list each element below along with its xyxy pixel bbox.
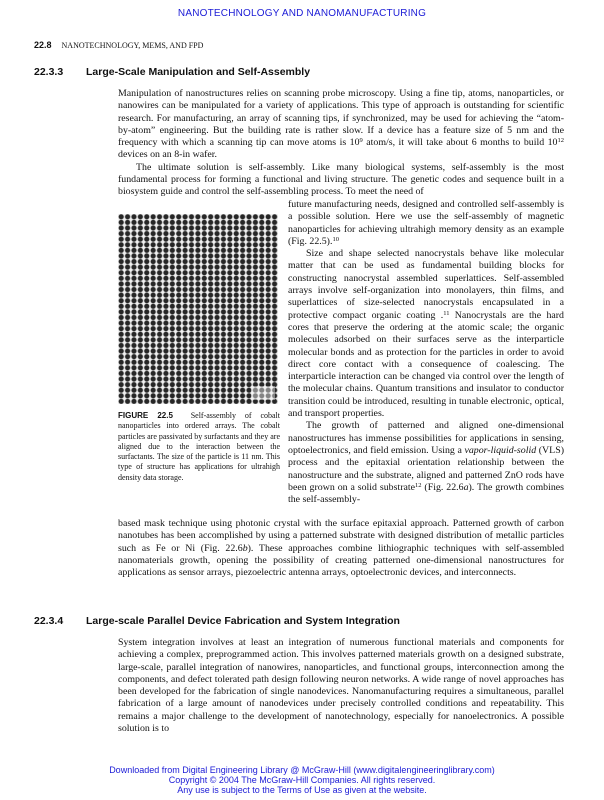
section-heading-22-3-4: [34, 615, 400, 627]
footer-terms-link[interactable]: Any use is subject to the Terms of Use as given at the website.: [177, 785, 427, 795]
paragraph: Manipulation of nanostructures relies on scanning probe microscopy. Using a fine tip, atoms, nanoparticles, or nanowires can be manipulated for a variety of applications. This type of approach is outstanding for scientific research. For manufacturing, an array of scanning tips, if synchronized, may be used for achieving the “atom-by-atom” engineering. But the building rate is rather slow. If a device has a feature size of 5 nm and the frequency with which a scanning tip can move atoms is $10^9$ atom/s, it will take about 6 months to build $10^{12}$ devices on an 8-in wafer.: [118, 88, 564, 161]
paragraph: The ultimate solution is self-assembly. Like many biological systems, self-assembly is the most fundamental process for forming a functional and living structure. The genetic codes and sequence built in a biosystem guide and control the self-assembling process. To meet the need of: [118, 161, 564, 198]
figure-label: FIGURE 22.5: [118, 411, 173, 420]
section-body-top: [118, 88, 564, 199]
section-body-column: [288, 199, 564, 506]
section-body-bottom: [118, 518, 564, 579]
section-number: 22.3.4: [34, 615, 64, 627]
figure-caption-text: Self-assembly of cobalt nanoparticles into ordered arrays. The cobalt particles are passivated by surfactants and they are aligned due to the interaction between the surfactants. The size of the particle is 11 nm. This type of structure has applications for ultrahigh density data storage.: [118, 411, 280, 482]
paragraph: Size and shape selected nanocrystals behave like molecular matter that can be used as fundamental building blocks for constructing nanocrystal assembled superlattices. Self-assembled arrays involve self-organization into monolayers, thin films, and superlattices of size-selected nanocrystals encapsulated in a protective compact organic coating .$^{11}$ Nanocrystals are the hard cores that preserve the ordering at the atomic scale; the organic molecules adsorbed on their surfaces serve as the interparticle molecular bonds and as protection for the particles in order to avoid direct core contact with a consequence of coalescing. The interparticle interaction can be changed via control over the length of the molecular chains. Quantum transitions and insulator to conductor transition could be introduced, resulting in tunable electronic, optical, and transport properties.: [288, 248, 564, 420]
paragraph: based mask technique using photonic crystal with the surface epitaxial approach. Patterned growth of carbon nanotubes has been accomplished by using a patterned substrate with designed distribution of metallic particles such as Fe or Ni (Fig. 22.6b). These approaches combine lithiographic techniques with self-assembled nanomaterials growth, opening the possibility of creating patterned one-dimensional nanostructures for applications as sensor arrays, piezoelectric antenna arrays, optoelectronic devices, and interconnects.: [118, 518, 565, 579]
nanoparticle-array-image: [118, 214, 278, 404]
section-title: Large-Scale Manipulation and Self-Assembly: [86, 66, 311, 78]
section-body-system-integration: [118, 637, 564, 735]
page-number: 22.8: [34, 40, 52, 50]
paragraph: future manufacturing needs, designed and controlled self-assembly is a possible solution. Here we use the self-assembly of magnetic nanoparticles for achieving ultrahigh memory density as an example (Fig. 22.5).$^{10}$: [288, 199, 564, 247]
paragraph: System integration involves at least an integration of numerous functional materials and components for achieving a complex, preprogrammed action. This involves patterned materials growth on a designed substrate, large-scale, parallel integration of nanowires, nanoparticles, and functional groups, interconnection among the components, and defect tolerated path design following neuron networks. A wide range of novel approaches has been developed for the fabrication of single nanodevices. Nanomanufacturing requires a simultaneous, parallel fabrication of a large amount of nanodevices under precisely controlled conditions and repeatability. This remains a major challenge to the development of nanotechnology, especially for nanoelectronics. A possible solution is to: [118, 637, 564, 735]
section-title: Large-scale Parallel Device Fabrication and System Integration: [86, 615, 400, 627]
page-banner: NANOTECHNOLOGY AND NANOMANUFACTURING: [177, 8, 427, 19]
section-number: 22.3.3: [34, 66, 64, 78]
footer-download-link[interactable]: Downloaded from Digital Engineering Library @ McGraw-Hill (www.digitalengineeringlibrary.com): [109, 765, 495, 775]
running-head: [34, 40, 203, 50]
paragraph: The growth of patterned and aligned one-dimensional nanostructures has immense possibilities for applications in sensing, optoelectronics, and field emission. Using a vapor-liquid-solid (VLS) process and the epitaxial orientation relationship between the nanostructure and the substrate, aligned and patterned ZnO rods have been grown on a solid substrate$^{12}$ (Fig. 22.6a). The growth combines the self-assembly-: [288, 420, 564, 506]
running-head-title: NANOTECHNOLOGY, MEMS, AND FPD: [61, 41, 204, 50]
footer-copyright: Copyright © 2004 The McGraw-Hill Companies. All rights reserved.: [168, 775, 436, 785]
figure-caption: [118, 411, 280, 483]
section-heading-22-3-3: [34, 66, 310, 78]
